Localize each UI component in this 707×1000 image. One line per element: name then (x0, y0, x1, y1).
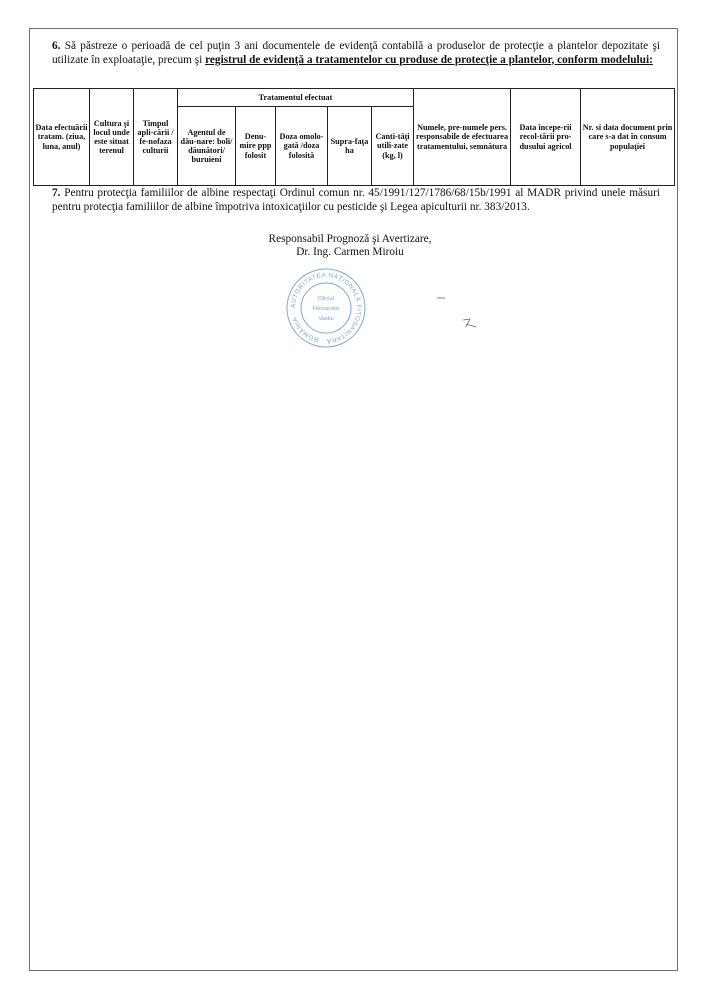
official-stamp (285, 267, 367, 349)
section-6-paragraph (52, 40, 660, 67)
header-cultura: Cultura şi locul unde este situat terenul (90, 89, 134, 186)
section-7-text: Pentru protecţia familiilor de albine respectaţi Ordinul comun nr. 45/1991/127/1786/68/15b/1991 al MADR privind unele măsuri pentru protecţia familiilor de albine împotriva intoxicaţiilor cu pesticide şi Legea apiculturii nr. 383/2013. (52, 187, 660, 213)
header-data-efectuarii: Data efectuării tratam. (ziua, luna, anul) (34, 89, 90, 186)
header-denumire: Denu-mire ppp folosit (236, 107, 276, 186)
header-tratamentul-efectuat: Tratamentul efectuat (178, 89, 414, 107)
signature-block (230, 233, 470, 259)
header-doza: Doza omolo-gată /doza folosită (276, 107, 328, 186)
stamp-center-line-2: Fitosanitar (312, 306, 340, 312)
header-timpul: Timpul apli-cării / fe-nofaza culturii (134, 89, 178, 186)
stamp-center-line-1: Oficiul (317, 296, 335, 302)
signature-role: Responsabil Prognoză şi Avertizare, (268, 233, 432, 245)
section-7-number: 7. (52, 187, 61, 199)
signature-scribble (462, 318, 478, 328)
section-7-paragraph (52, 187, 660, 214)
header-numele: Numele, pre-numele pers. responsabile de efectuarea tratamentului, semnătura (414, 89, 511, 186)
treatment-register-table (33, 88, 675, 186)
section-6-number: 6. (52, 40, 61, 52)
stamp-center-line-3: Vaslui (318, 316, 334, 322)
header-cantitati: Canti-tăţi utili-zate (kg, l) (372, 107, 414, 186)
header-nr-data-document: Nr. si data document prin care s-a dat în consum populaţiei (581, 89, 675, 186)
signature-name: Dr. Ing. Carmen Miroiu (296, 246, 404, 258)
signature-mark (437, 296, 445, 300)
header-suprafata: Supra-faţa ha (328, 107, 372, 186)
header-agentul: Agentul de dău-nare: boli/ dăunători/ buruieni (178, 107, 236, 186)
section-6-emphasis: registrul de evidenţă a tratamentelor cu produse de protecţie a plantelor, conform modelului: (205, 53, 653, 66)
section-6-text: Să păstreze o perioadă de cel puţin 3 ani documentele de evidenţă contabilă a produselor de protecţie a plantelor depozitate şi utilizate în exploataţie, precum şi (52, 40, 660, 66)
stamp-ring-text: AUTORITATEA NAȚIONALĂ FITOSANITARĂ · ROMÂNIA · (289, 271, 363, 345)
header-data-inceperii: Data începe-rii recol-tării pro-dusului agricol (511, 89, 581, 186)
